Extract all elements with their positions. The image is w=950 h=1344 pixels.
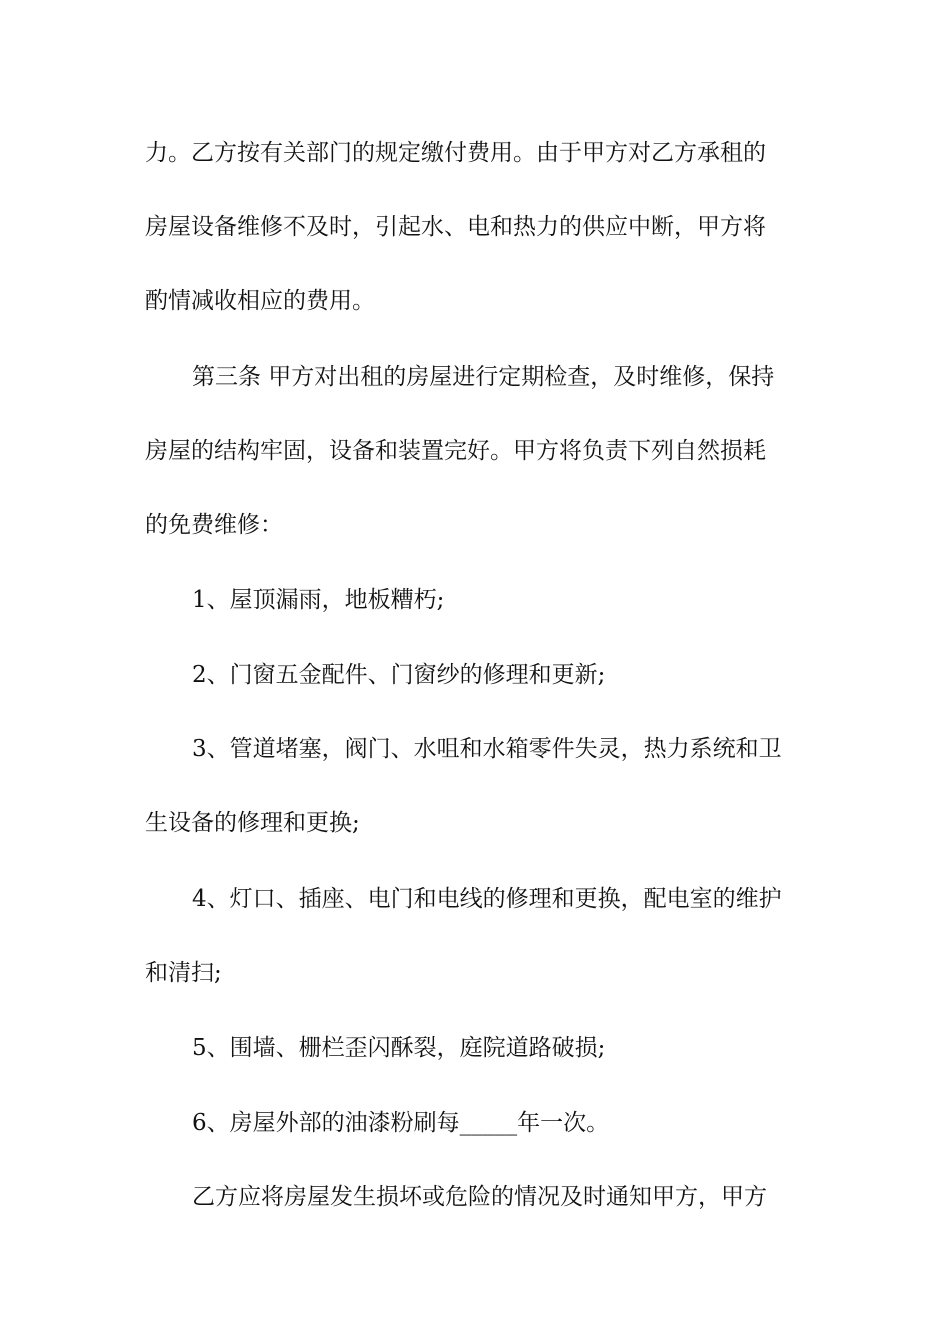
list-item-6: 6、房屋外部的油漆粉刷每_____年一次。 <box>192 1110 610 1136</box>
text-line: 的免费维修： <box>145 512 283 538</box>
text-line: 乙方应将房屋发生损坏或危险的情况及时通知甲方，甲方 <box>192 1184 767 1210</box>
text-line: 酌情减收相应的费用。 <box>145 288 375 314</box>
text-line: 房屋设备维修不及时，引起水、电和热力的供应中断，甲方将 <box>145 214 766 240</box>
text-line: 房屋的结构牢固，设备和装置完好。甲方将负责下列自然损耗 <box>145 438 766 464</box>
text-line: 力。乙方按有关部门的规定缴付费用。由于甲方对乙方承租的 <box>145 140 766 166</box>
list-item-4-continued: 和清扫; <box>145 960 222 986</box>
article-three-heading-line: 第三条 甲方对出租的房屋进行定期检查，及时维修，保持 <box>192 364 775 390</box>
list-item-3-continued: 生设备的修理和更换; <box>145 810 360 836</box>
list-item-4: 4、灯口、插座、电门和电线的修理和更换，配电室的维护 <box>192 886 782 912</box>
list-item-1: 1、屋顶漏雨，地板糟朽; <box>192 587 445 613</box>
list-item-3: 3、管道堵塞，阀门、水咀和水箱零件失灵，热力系统和卫 <box>192 736 782 762</box>
list-item-2: 2、门窗五金配件、门窗纱的修理和更新; <box>192 662 606 688</box>
list-item-5: 5、围墙、栅栏歪闪酥裂，庭院道路破损; <box>192 1035 606 1061</box>
